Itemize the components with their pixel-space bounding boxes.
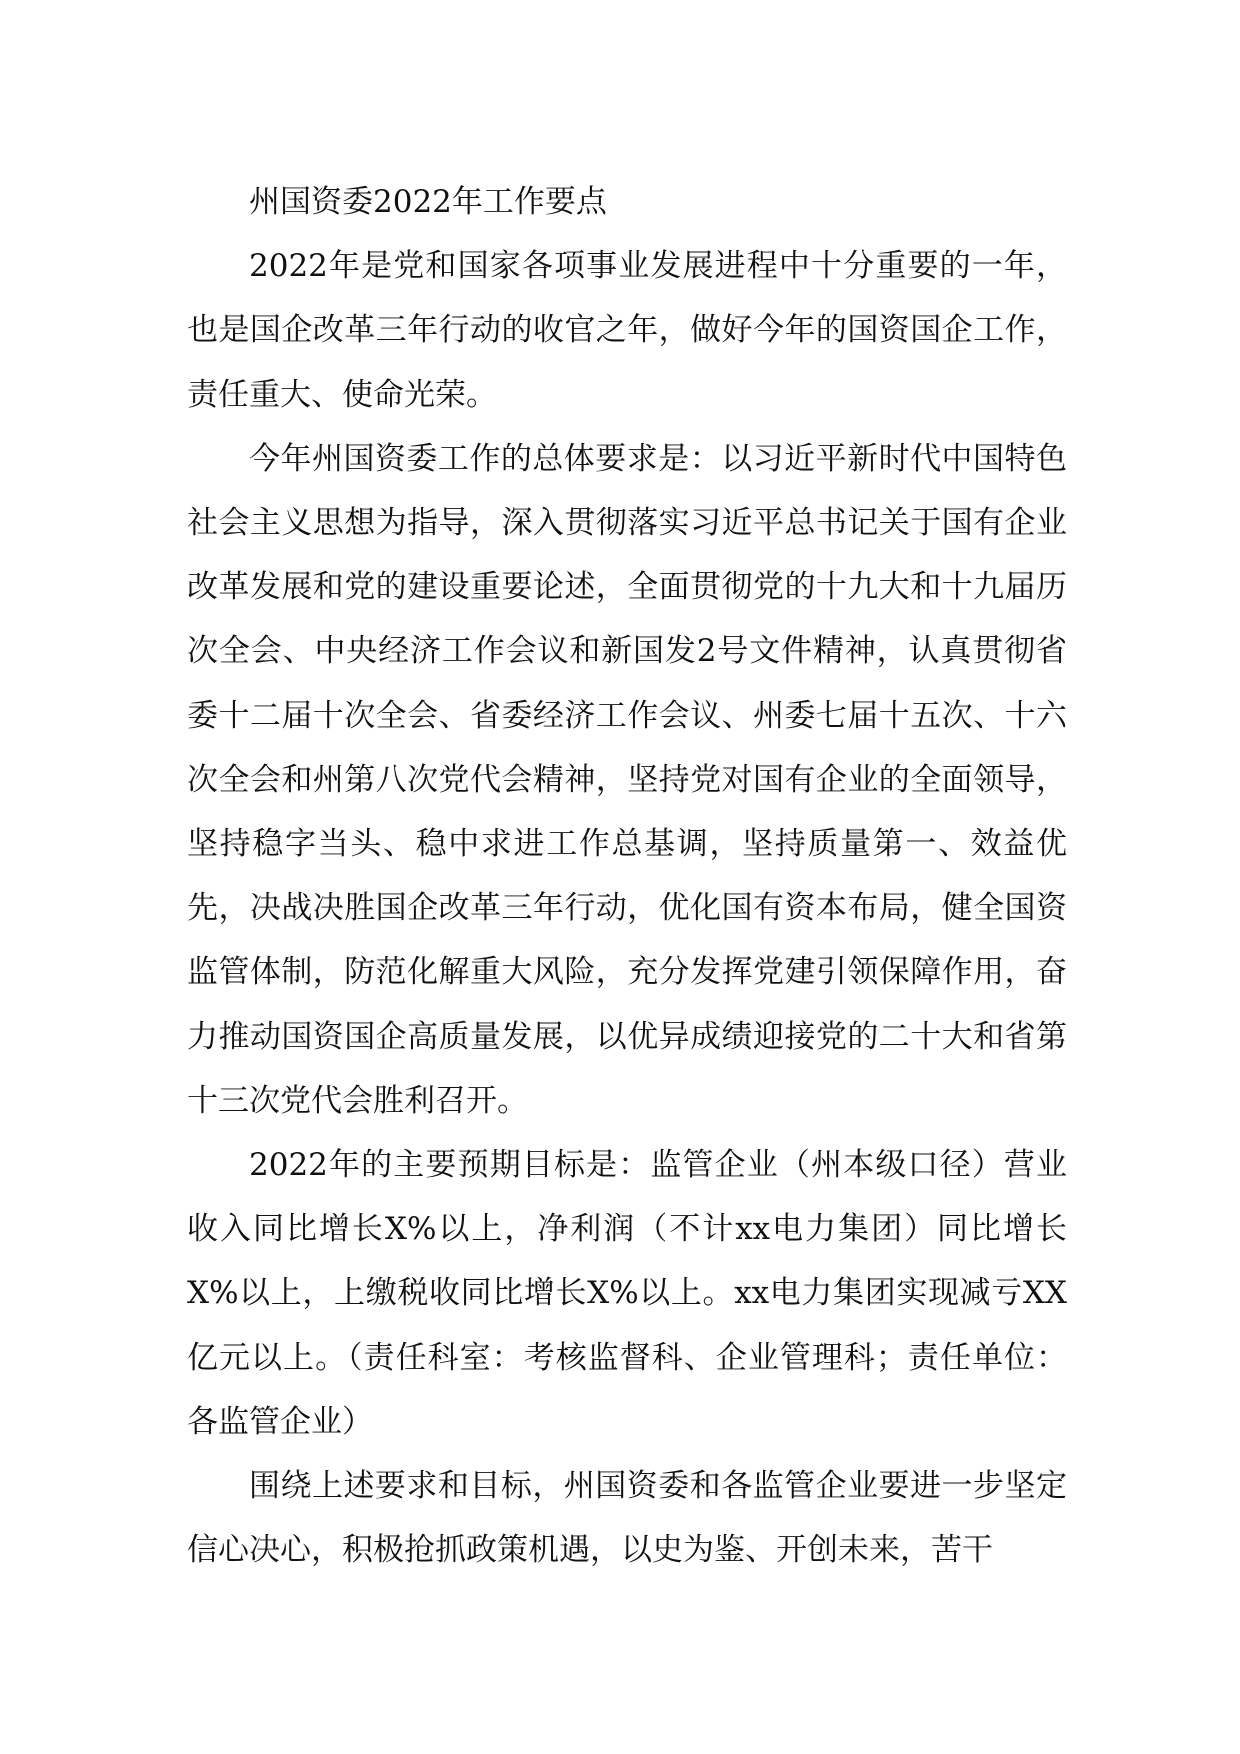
document-title: 州国资委2022年工作要点	[249, 184, 607, 220]
paragraph-expected-targets: 2022年的主要预期目标是：监管企业（州本级口径）营业收入同比增长X%以上，净利润（不计xx电力集团）同比增长X%以上，上缴税收同比增长X%以上。xx电力集团实现减亏XX亿元以上。（责任科室：考核监督科、企业管理科；责任单位：各监管企业）	[187, 1147, 1067, 1440]
paragraph-closing: 围绕上述要求和目标，州国资委和各监管企业要进一步坚定信心决心，积极抢抓政策机遇，以史为鉴、开创未来，苦干	[187, 1468, 1067, 1569]
paragraph-intro: 2022年是党和国家各项事业发展进程中十分重要的一年，也是国企改革三年行动的收官之年，做好今年的国资国企工作，责任重大、使命光荣。	[187, 248, 1067, 413]
paragraph-general-requirements: 今年州国资委工作的总体要求是：以习近平新时代中国特色社会主义思想为指导，深入贯彻落实习近平总书记关于国有企业改革发展和党的建设重要论述，全面贯彻党的十九大和十九届历次全会、中央经济工作会议和新国发2号文件精神，认真贯彻省委十二届十次全会、省委经济工作会议、州委七届十五次、十六次全会和州第八次党代会精神，坚持党对国有企业的全面领导，坚持稳字当头、稳中求进工作总基调，坚持质量第一、效益优先，决战决胜国企改革三年行动，优化国有资本布局，健全国资监管体制，防范化解重大风险，充分发挥党建引领保障作用，奋力推动国资国企高质量发展，以优异成绩迎接党的二十大和省第十三次党代会胜利召开。	[187, 440, 1067, 1119]
document-body	[187, 170, 1067, 1582]
